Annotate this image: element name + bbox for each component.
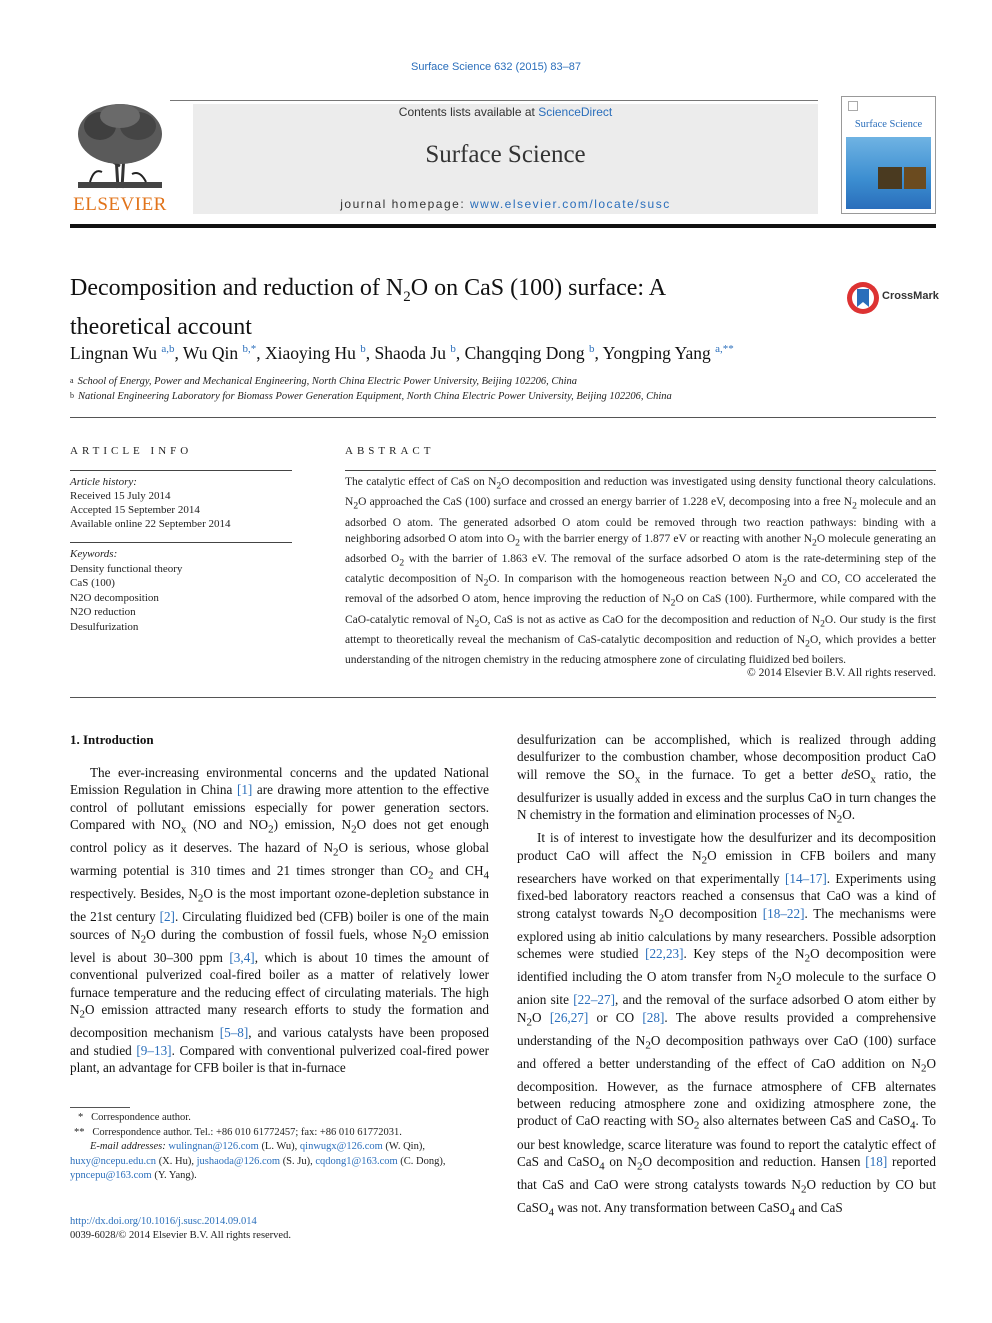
email-label: E-mail addresses: bbox=[90, 1141, 166, 1152]
article-info-heading: ARTICLE INFO bbox=[70, 445, 193, 457]
journal-cover-thumbnail[interactable] bbox=[841, 96, 936, 214]
elsevier-logo bbox=[70, 96, 170, 216]
body-column-right bbox=[517, 731, 936, 1222]
email-owner: (X. Hu), bbox=[158, 1155, 194, 1167]
footnote-corr2: ** Correspondence author. Tel.: +86 010 61772457; fax: +86 010 61772031. bbox=[74, 1126, 402, 1138]
email-owner: (L. Wu), bbox=[261, 1141, 298, 1152]
author-affil-marker[interactable]: b bbox=[450, 343, 456, 356]
history-accepted: Accepted 15 September 2014 bbox=[70, 504, 200, 516]
email-owner: (C. Dong), bbox=[400, 1155, 446, 1167]
footnote-emails-cont bbox=[70, 1169, 489, 1184]
email-owner: (Y. Yang). bbox=[154, 1170, 197, 1181]
header-top-rule bbox=[70, 100, 818, 101]
cover-title: Surface Science bbox=[854, 119, 923, 130]
citation-link[interactable]: [14–17] bbox=[784, 870, 827, 886]
history-received: Received 15 July 2014 bbox=[70, 490, 171, 502]
author-list: Lingnan Wu $^{a,b}$, Wu Qin $^{b,*}$, Xiaoying Hu $^b$, Shaoda Ju $^b$, Changqing Dong $^b$, Yongping Yang $^{a,**}$ bbox=[70, 343, 734, 363]
header-thick-rule bbox=[70, 224, 936, 228]
author-affil-marker[interactable]: b bbox=[360, 343, 366, 356]
footnote-text: Correspondence author. bbox=[91, 1112, 191, 1123]
citation-link[interactable]: [2] bbox=[159, 909, 175, 925]
history-online: Available online 22 September 2014 bbox=[70, 518, 231, 530]
elsevier-wordmark: ELSEVIER bbox=[73, 194, 167, 215]
citation-link[interactable]: [1] bbox=[236, 782, 253, 798]
body-column-left bbox=[70, 764, 489, 1076]
journal-homepage bbox=[193, 197, 818, 211]
email-owner: (S. Ju), bbox=[282, 1155, 313, 1167]
citation-link[interactable]: [9–13] bbox=[136, 1042, 172, 1058]
doi-link[interactable]: http://dx.doi.org/10.1016/j.susc.2014.09.014 bbox=[70, 1216, 257, 1227]
email-link[interactable]: wulingnan@126.com bbox=[168, 1141, 259, 1152]
homepage-prefix: journal homepage: bbox=[340, 197, 470, 211]
author-affil-marker[interactable]: b bbox=[589, 343, 595, 356]
contents-line bbox=[193, 105, 818, 119]
citation-link[interactable]: [18] bbox=[865, 1153, 888, 1169]
email-link[interactable]: cqdong1@163.com bbox=[315, 1155, 398, 1167]
author-name[interactable]: Xiaoying Hu bbox=[264, 343, 356, 363]
email-link[interactable]: jushaoda@126.com bbox=[196, 1155, 281, 1167]
journal-name: Surface Science bbox=[425, 141, 586, 168]
affiliation-b bbox=[70, 391, 672, 402]
article-title bbox=[70, 273, 770, 342]
author-name[interactable]: Changqing Dong bbox=[464, 343, 585, 363]
body-paragraph: desulfurization can be accomplished, which is realized through adding desulfurizer to the combustion chamber, whose decomposition product CaO will remove the $SO_x$ in the furnace. To get a better deSO$_x$ ratio, the desulfurizer is usually added in excess and the surplus CaO in turn changes the N chemistry in the formation and elimination processes of $N_2O$. bbox=[517, 732, 937, 826]
keywords-rule bbox=[70, 542, 292, 543]
homepage-link[interactable]: www.elsevier.com/locate/susc bbox=[470, 197, 671, 211]
citation-link[interactable]: [22,23] bbox=[645, 946, 684, 962]
title-part-2: O on CaS (100) surface: A theoretical account bbox=[70, 275, 665, 340]
email-link[interactable]: qinwugx@126.com bbox=[299, 1141, 383, 1152]
author-name[interactable]: Lingnan Wu bbox=[70, 343, 157, 363]
author-affil-marker[interactable]: a,b bbox=[161, 343, 175, 356]
email-owner: (W. Qin), bbox=[385, 1141, 425, 1152]
citation-link[interactable]: [26,27] bbox=[549, 1009, 589, 1025]
author-name[interactable]: Wu Qin bbox=[182, 343, 239, 363]
citation-link[interactable]: [22–27] bbox=[573, 992, 616, 1008]
citation-link[interactable]: [3,4] bbox=[229, 949, 255, 965]
email-link[interactable]: ypncepu@163.com bbox=[70, 1170, 152, 1181]
crossmark-icon bbox=[846, 281, 880, 315]
footnote-emails-cont bbox=[70, 1155, 489, 1170]
footnotes bbox=[70, 1111, 489, 1184]
keyword-item: CaS (100) bbox=[70, 577, 115, 589]
citation-link[interactable]: [18–22] bbox=[762, 905, 805, 921]
sciencedirect-link[interactable]: ScienceDirect bbox=[538, 105, 613, 119]
doi-block bbox=[70, 1215, 291, 1243]
footnote-emails bbox=[70, 1140, 489, 1155]
abstract-heading: ABSTRACT bbox=[345, 445, 435, 457]
section-heading-introduction: 1. Introduction bbox=[70, 732, 154, 747]
body-paragraph: The ever-increasing environmental concerns and the updated National Emission Regulation in China [1] are drawing more attention to the effective control of pollutant emissions especially for power generation sectors. Compared with $NO_x$ (NO and $NO_2$) emission, $N_2O$ does not get enough control policy as it deserves. The hazard of $N_2O$ is serious, whose global warming potential is 310 times and 21 times stronger than $CO_2$ and $CH_4$ respectively. Besides, $N_2O$ is the most important ozone-depletion substance in the 21st century [2]. Circulating fluidized bed (CFB) boiler is one of the main sources of $N_2O$ during the combustion of fossil fuels, whose $N_2O$ emission level is about 30–300 ppm [3,4], which is about 10 times the amount of conventional pulverized coal-fired boiler as a matter of relatively lower furnace temperature and the reducing effect of circulating materials. The high $N_2O$ emission attracted many research efforts to study the formation and decomposition mechanism [5–8], and various catalysts have been proposed and studied [9–13]. Compared with conventional pulverized coal-fired power plant, an advantage for CFB boiler is that in-furnace bbox=[70, 765, 490, 1075]
keywords bbox=[70, 547, 292, 634]
affiliation-text: National Engineering Laboratory for Biomass Power Generation Equipment, North China Electric Power University, Beijing 102206, China bbox=[78, 391, 672, 402]
keywords-label: Keywords: bbox=[70, 548, 118, 560]
article-history bbox=[70, 475, 292, 531]
email-link[interactable]: huxy@ncepu.edu.cn bbox=[70, 1155, 157, 1167]
crossmark-label: CrossMark bbox=[882, 290, 939, 302]
issn-line: 0039-6028/© 2014 Elsevier B.V. All rights reserved. bbox=[70, 1230, 291, 1241]
author-name[interactable]: Shaoda Ju bbox=[374, 343, 446, 363]
author-affil-marker[interactable]: a,** bbox=[715, 343, 734, 356]
affiliation-key: a bbox=[70, 376, 74, 385]
author-affil-marker[interactable]: b,* bbox=[242, 343, 257, 356]
section-rule bbox=[70, 417, 936, 418]
section-rule bbox=[70, 697, 936, 698]
contents-prefix: Contents lists available at bbox=[398, 105, 539, 119]
abstract-text: The catalytic effect of CaS on $N_2O$ decomposition and reduction was investigated using density functional theory calculations. $N_2O$ approached the CaS (100) surface and crossed an energy barrier of 1.228 eV, decomposing into a free $N_2$ molecule and an adsorbed O atom. The generated adsorbed O atom could be removed through two reaction pathways: binding with a neighboring adsorbed O atom into $O_2$ with the barrier energy of 1.877 eV or reacting with another $N_2O$ molecule generating an adsorbed $O_2$ with the barrier of 1.863 eV. The removal of the surface adsorbed O atom is the rate-determining step of the catalytic decomposition of $N_2O$. In comparison with the homogeneous reaction between $N_2O$ and CO, CO accelerated the removal of the adsorbed O atom, hence improving the reduction of $N_2O$ on CaS (100). Furthermore, while compared with the CaO-catalytic removal of $N_2O$, CaS is not as active as CaO for the decomposition and reduction of $N_2O$. Our study is the first attempt to theoretically reveal the mechanism of CaS-catalytic decomposition and reduction of $N_2O$, which provides a better understanding of the nitrogen chemistry in the reducing atmosphere zone of circulating fluidized bed boilers. bbox=[345, 476, 937, 667]
affiliation-text: School of Energy, Power and Mechanical Engineering, North China Electric Power University, Beijing 102206, China bbox=[77, 376, 578, 387]
keyword-item: Desulfurization bbox=[70, 620, 139, 633]
keyword-item: N2O reduction bbox=[70, 606, 136, 618]
cover-image-2 bbox=[904, 167, 926, 189]
keyword-item: N2O decomposition bbox=[70, 591, 159, 604]
citation-link[interactable]: [5–8] bbox=[219, 1025, 249, 1041]
footnote-rule bbox=[70, 1107, 130, 1108]
keyword-item: Density functional theory bbox=[70, 562, 183, 575]
cover-badge-icon bbox=[848, 101, 858, 111]
footnote-text: Correspondence author. Tel.: +86 010 61772457; fax: +86 010 61772031. bbox=[92, 1126, 402, 1138]
abstract-rule bbox=[345, 470, 936, 471]
title-part-1: Decomposition and reduction of N bbox=[70, 275, 404, 301]
crossmark-badge[interactable] bbox=[846, 281, 938, 315]
body-paragraph: It is of interest to investigate how the desulfurizer and its decomposition product CaO will affect the $N_2O$ emission in CFB boilers and many researchers have worked on that experimentally [14–17]. Experiments using fixed-bed laboratory reactors reached a consensus that CaO was a kind of strong catalyst towards $N_2O$ decomposition [18–22]. The mechanisms were explored using ab initio calculations by many researchers. Possible adsorption schemes were studied [22,23]. Key steps of the $N_2O$ decomposition were identified including the O atom transfer from $N_2O$ molecule to the surface O anion site [22–27], and the removal of the surface adsorbed O atom either by $N_2O$ [26,27] or CO [28]. The above results provided a comprehensive understanding of the $N_2O$ decomposition pathways over CaO (100) surface and offered a better understanding of the effect of CaO addition on $N_2O$ decomposition. However, as the furnace atmosphere of CFB alternates between reducing atmosphere zone and oxidizing atmosphere zone, the product of CaO reacting with $SO_2$ also alternates between CaS and CaSO$_4$. To our best knowledge, scarce literature was found to report the catalytic effect of CaS and CaSO$_4$ on $N_2O$ decomposition and reduction. Hansen [18] reported that CaS and CaO were strong catalysts towards $N_2O$ reduction by CO but CaSO$_4$ was not. Any transformation between CaSO$_4$ and CaS bbox=[517, 830, 937, 1219]
citation-link[interactable]: [28] bbox=[642, 1009, 665, 1025]
copyright-notice: © 2014 Elsevier B.V. All rights reserved. bbox=[747, 667, 936, 679]
article-info-rule bbox=[70, 470, 292, 471]
title-subscript: 2 bbox=[403, 288, 411, 305]
cover-artwork bbox=[846, 137, 931, 209]
author-name[interactable]: Yongping Yang bbox=[602, 343, 711, 363]
history-label: Article history: bbox=[70, 476, 137, 488]
footnote-corr1: * Correspondence author. bbox=[78, 1112, 191, 1123]
cover-image-1 bbox=[878, 167, 902, 189]
affiliation-a bbox=[70, 376, 577, 387]
affiliation-key: b bbox=[70, 391, 74, 400]
journal-citation[interactable]: Surface Science 632 (2015) 83–87 bbox=[410, 61, 581, 73]
